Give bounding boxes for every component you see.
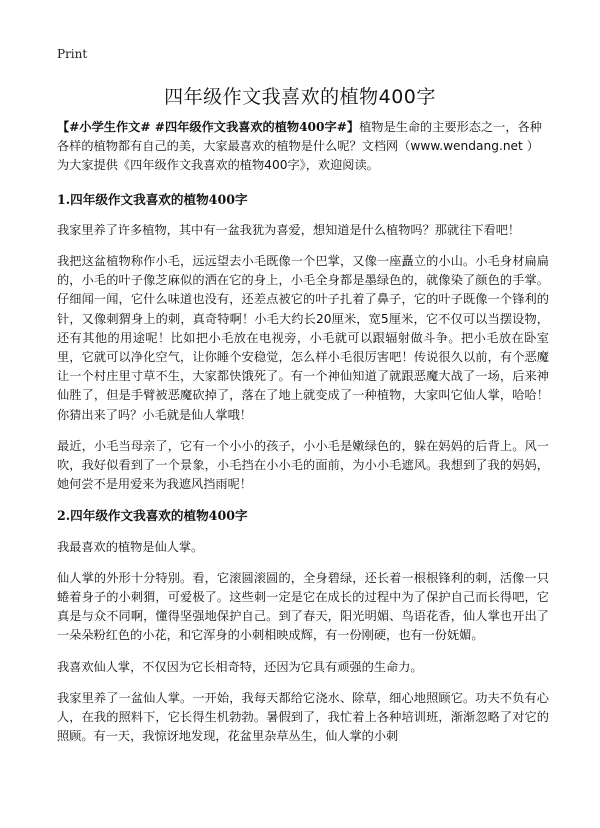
paragraph: 最近，小毛当母亲了，它有一个小小的孩子，小小毛是嫩绿色的，躲在妈妈的后背上。风一吹，我好似看到了一个景象，小毛挡在小小毛的面前，为小小毛遮风。我想到了我的妈妈，她何尝不是用爱来为我遮风挡雨呢！ <box>57 438 549 492</box>
intro-tag: 【#小学生作文# #四年级作文我喜欢的植物400字#】 <box>57 120 360 134</box>
intro-paragraph <box>57 118 549 176</box>
print-link[interactable]: Print <box>57 47 88 61</box>
paragraph: 我把这盆植物称作小毛，远远望去小毛既像一个巴掌，又像一座矗立的小山。小毛身材扁扁的，小毛的叶子像芝麻似的洒在它的身上，小毛全身都是墨绿色的，就像染了颜色的手掌。仔细闻一闻，它什么味道也没有，还差点被它的叶子扎着了鼻子，它的叶子既像一个锋利的针，又像刺猬身上的刺，真奇特啊！小毛大约长20厘米，宽5厘米，它不仅可以当摆设物，还有其他的用途呢！比如把小毛放在电视旁，小毛就可以跟辐射做斗争。把小毛放在卧室里，它就可以净化空气，让你睡个安稳觉，怎么样小毛很厉害吧！传说很久以前，有个恶魔让一个村庄里寸草不生，大家都快饿死了。有一个神仙知道了就跟恶魔大战了一场，后来神仙胜了，但是手臂被恶魔砍掉了，落在了地上就变成了一种植物，大家叫它仙人掌，哈哈！你猜出来了吗？小毛就是仙人掌哦！ <box>57 254 549 422</box>
paragraph: 我家里养了一盆仙人掌。一开始，我每天都给它浇水、除草，细心地照顾它。功夫不负有心人，在我的照料下，它长得生机勃勃。暑假到了，我忙着上各种培训班，渐渐忽略了对它的照顾。有一天，我惊讶地发现，花盆里杂草丛生，仙人掌的小刺 <box>57 690 549 744</box>
page-title: 四年级作文我喜欢的植物400字 <box>164 86 436 108</box>
intro-text: 植物是生命的主要形态之一，各种各样的植物都有自己的美，大家最喜欢的植物是什么呢？文档网（www.wendang.net ）为大家提供《四年级作文我喜欢的植物400字》，欢迎阅读。 <box>57 120 542 173</box>
paragraph: 仙人掌的外形十分特别。看，它滚圆滚圆的，全身碧绿，还长着一根根锋利的刺，活像一只蜷着身子的小刺猬，可爱极了。这些刺一定是它在成长的过程中为了保护自己而长得吧，它真是与众不同啊，懂得坚强地保护自己。到了春天，阳光明媚、鸟语花香，仙人掌也开出了一朵朵粉红色的小花，和它浑身的小刺相映成辉，有一份刚硬，也有一份妩媚。 <box>57 570 549 643</box>
section-heading-1: 1.四年级作文我喜欢的植物400字 <box>57 191 248 207</box>
paragraph: 我最喜欢的植物是仙人掌。 <box>57 539 204 554</box>
paragraph: 我家里养了许多植物，其中有一盆我犹为喜爱，想知道是什么植物吗？那就往下看吧！ <box>57 222 521 237</box>
article-body <box>57 118 549 758</box>
paragraph: 我喜欢仙人掌，不仅因为它长相奇特，还因为它具有顽强的生命力。 <box>57 659 423 674</box>
section-heading-2: 2.四年级作文我喜欢的植物400字 <box>57 508 248 524</box>
